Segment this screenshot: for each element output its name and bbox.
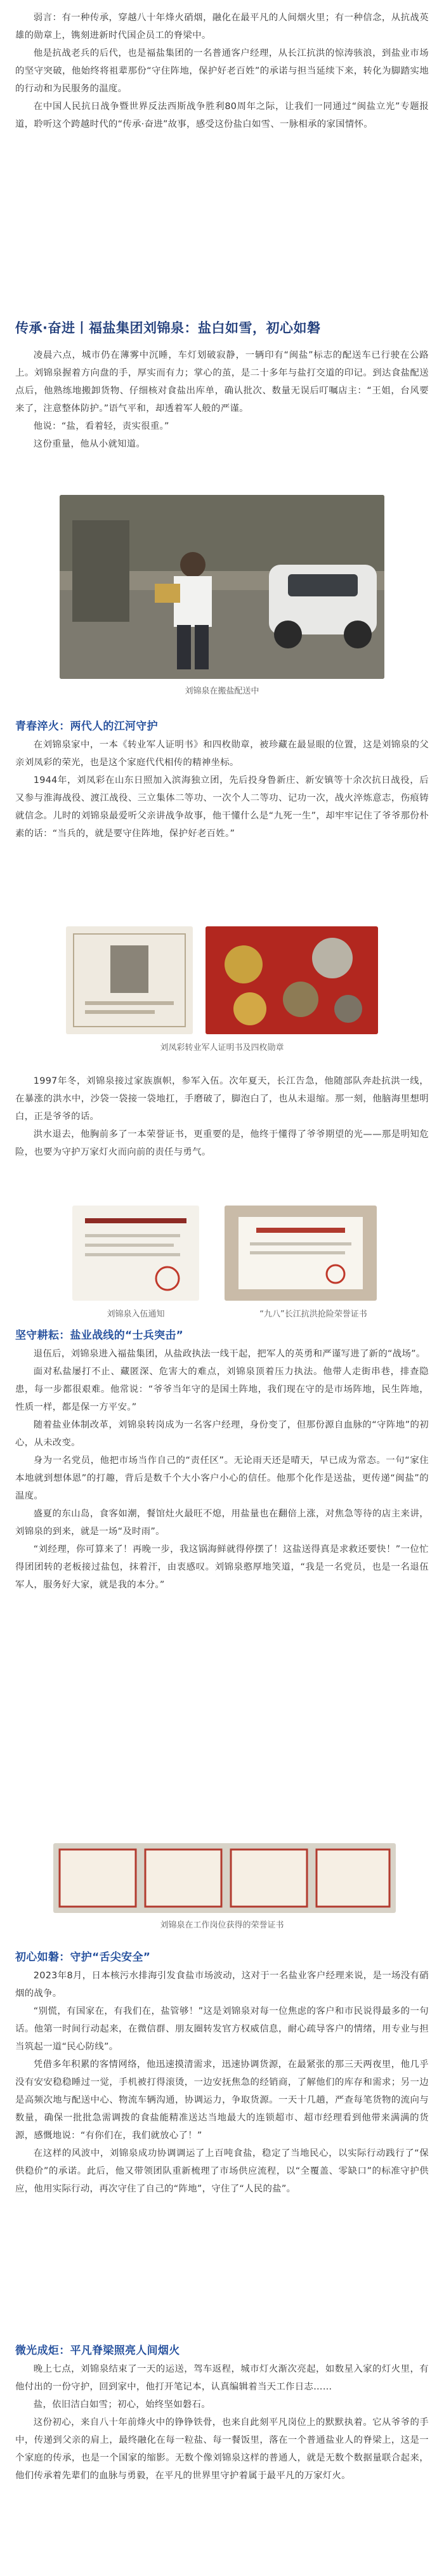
intro-paragraph: 弱言：有一种传承，穿越八十年烽火硝烟，融化在最平凡的人间烟火里；有一种信念，从抗战英雄的勋章上，镌刻进新时代国企员工的脊梁中。 — [15, 13, 429, 41]
section-6 — [15, 2341, 429, 2485]
intro-paragraph: 在中国人民抗日战争暨世界反法西斯战争胜利80周年之际，让我们一同通过“闽盐立光”专题报道，聆听这个跨越时代的“传承·奋进”故事，感受这份盐白如雪、一脉相承的家国情怀。 — [15, 102, 429, 129]
intro-block — [15, 9, 429, 133]
paragraph: 退伍后，刘锦泉进入福盐集团，从盐政执法一线干起，把军人的英勇和严谨写进了新的“战场”。 — [33, 1349, 426, 1359]
intro-paragraph: 他是抗战老兵的后代，也是福盐集团的一名普通客户经理，从长江抗洪的惊涛骇浪，到盐业市场的坚守突破，他始终将祖辈那份“守住阵地，保护好老百姓”的承诺与担当延续下来，转化为脚踏实地的行动和为民服务的温度。 — [15, 48, 429, 94]
section-3 — [15, 1072, 429, 1161]
paragraph: “别慌，有国家在，有我们在，盐管够！”这是刘锦泉对每一位焦虑的客户和市民说得最多的一句话。他第一时间行动起来，在微信群、朋友圈转发官方权威信息，耐心疏导客户的情绪，用专业与担当筑起一道“民心防线”。 — [15, 2006, 429, 2052]
section-5 — [15, 1948, 429, 2198]
section-1 — [15, 346, 429, 453]
photo-honour-certificates — [53, 1843, 396, 1913]
photo-flood-certificate — [225, 1206, 377, 1301]
photo-enlistment-notice — [72, 1206, 199, 1301]
photo-caption: “九八”长江抗洪抢险荣誉证书 — [259, 1310, 367, 1319]
paragraph: 洪水退去，他胸前多了一本荣誉证书，更重要的是，他终于懂得了爷爷期望的光——那是明知危险，也要为守护万家灯火而向前的责任与勇气。 — [15, 1129, 429, 1157]
paragraph: “刘经理，你可算来了！再晚一步，我这锅海鲜就得停摆了！这盐送得真是求救还要快！”一位忙得团团转的老板接过盐包，抹着汗，由衷感叹。刘锦泉憨厚地笑道，“我是一名党员，也是一名退伍军人，服务好大家，就是我的本分。” — [15, 1544, 429, 1590]
photo-caption: 刘锦泉在工作岗位获得的荣誉证书 — [160, 1921, 284, 1930]
paragraph: 盐，依旧洁白如雪；初心，始终坚如磐石。 — [33, 2400, 211, 2410]
main-title: 传承·奋进丨福盐集团刘锦泉：盐白如雪，初心如磐 — [15, 320, 321, 336]
paragraph: 身为一名党员，他把市场当作自己的“责任区”。无论雨天还是晴天，早已成为常态。一句“家住本地就到想体恩”的打趣，背后是数千个大小客户小心的信任。他那个化作是送盐，更传递“闽盐”的温度。 — [15, 1456, 429, 1501]
section-heading: 青春淬火：两代人的江河守护 — [15, 720, 158, 733]
paragraph: 凭借多年积累的客情网络，他迅速摸清需求，迅速协调货源，在最紧张的那三天两夜里，他几乎没有安安稳稳睡过一觉，手机被打得滚烫，一边安抚焦急的经销商，了解他们的库存和需求；另一边是高频次地与配送中心、物流车辆沟通，协调运力，争取货源。一天十几趟，严查每笔货物的流向与数量，确保一批批急需调拨的食盐能精准送达当地最大的连锁超市、超市经理看到他带来满满的货源，感慨地说：“有你们在，我们就放心了！” — [15, 2060, 429, 2141]
paragraph: 2023年8月，日本核污水排海引发食盐市场波动，这对于一名盐业客户经理来说，是一场没有硝烟的战争。 — [15, 1971, 429, 1999]
section-2 — [15, 717, 429, 843]
paragraph: 他说：“盐，看着轻，责实很重。” — [33, 421, 169, 431]
paragraph: 晚上七点，刘锦泉结束了一天的运送，驾车返程，城市灯火渐次亮起，如数星入家的灯火里，有他付出的一份守护，回到家中，他打开笔记本，认真编辑着当天工作日志…… — [15, 2364, 429, 2392]
paragraph: 在这样的风波中，刘锦泉成功协调调运了上百吨食盐，稳定了当地民心，以实际行动践行了“保供稳价”的承诺。此后，他又带领团队重新梳理了市场供应流程，以“全覆盖、零缺口”的标准守护供应，他用实际行动，再次守住了自己的“阵地”，守住了“人民的盐”。 — [15, 2148, 429, 2194]
paragraph: 这份初心，来自八十年前烽火中的铮铮铁骨，也来自此刻平凡岗位上的默默执着。它从爷爷的手中，传递到父亲的肩上，最终融化在每一粒盐、每一餐饭里，落在一个普通盐业人的脊梁上，这是一个家庭的传承，也是一个国家的缩影。无数个像刘锦泉这样的普通人，就是无数个数据量联合起来，他们传承着先辈们的血脉与勇毅，在平凡的世界里守护着属于最平凡的万家灯火。 — [15, 2417, 429, 2481]
paragraph: 这份重量，他从小就知道。 — [33, 439, 146, 449]
paragraph: 1997年冬，刘锦泉接过家族旗帜，参军入伍。次年夏天，长江告急，他随部队奔赴抗洪一线，在暴涨的洪水中，沙袋一袋接一袋地扛，手磨破了，脚泡白了，也从未退缩。那一刻，他脑海里想明白，正是爷爷的话。 — [15, 1076, 429, 1122]
paragraph: 在刘锦泉家中，一本《转业军人证明书》和四枚勋章，被珍藏在最显眼的位置，这是刘锦泉的父亲刘凤彩的荣光，也是这个家庭代代相传的精神坐标。 — [15, 740, 429, 768]
section-heading: 初心如磐：守护“舌尖安全” — [15, 1951, 151, 1964]
photo-caption: 刘锦泉在搬盐配送中 — [185, 687, 259, 696]
photo-caption: 刘凤彩转业军人证明书及四枚勋章 — [160, 1043, 284, 1053]
paragraph: 凌晨六点，城市仍在薄雾中沉睡，车灯划破寂静，一辆印有“闽盐”标志的配送车已行驶在公路上。刘锦泉握着方向盘的手，厚实而有力；掌心的茧，是二十多年与盐打交道的印记。到达食盐配送点后，他熟练地搬卸货物、仔细核对食盐出库单，确认批次、数量无误后叮嘱店主：“王姐，台风要来了，注意整体防护。”语气平和，却透着军人般的严谨。 — [15, 350, 429, 414]
section-4 — [15, 1326, 429, 1594]
paragraph: 随着盐业体制改革，刘锦泉转岗成为一名客户经理，身份变了，但那份源自血脉的“守阵地”的初心，从未改变。 — [15, 1420, 429, 1448]
section-heading: 微光成炬：平凡脊梁照亮人间烟火 — [15, 2344, 180, 2357]
section-heading: 坚守耕耘：盐业战线的“士兵突击” — [15, 1329, 184, 1342]
photo-medals — [206, 926, 378, 1034]
paragraph: 盛夏的东山岛，食客如潮，餐馆灶火最旺不熄，用盐量也在翻倍上涨，对焦急等待的店主来讲，刘锦泉的到来，就是一场“及时雨”。 — [15, 1509, 429, 1537]
paragraph: 1944年，刘凤彩在山东日照加入滨海独立团，先后投身鲁新庄、新安镇等十余次抗日战役，后又参与淮海战役、渡江战役、三立集体二等功、一次个人二等功、记功一次，战火淬炼意志，伤痕铸就信念。儿时的刘锦泉最爱听父亲讲战争故事，他干懂什么是“九死一生”，却牢牢记住了爷爷那份朴素的话：“当兵的，就是要守住阵地，保护好老百姓。” — [15, 775, 429, 839]
photo-certificate — [66, 926, 193, 1034]
photo-caption: 刘锦泉入伍通知 — [107, 1310, 165, 1319]
photo-salt-delivery — [60, 495, 384, 679]
paragraph: 面对私盐屡打不止、藏匿深、危害大的难点，刘锦泉顶着压力执法。他带人走街串巷，排查隐患，每一步都很艰难。他常说：“爷爷当年守的是国土阵地，我们现在守的是市场阵地，民生阵地，性质一样，都是保一方平安。” — [15, 1367, 429, 1412]
